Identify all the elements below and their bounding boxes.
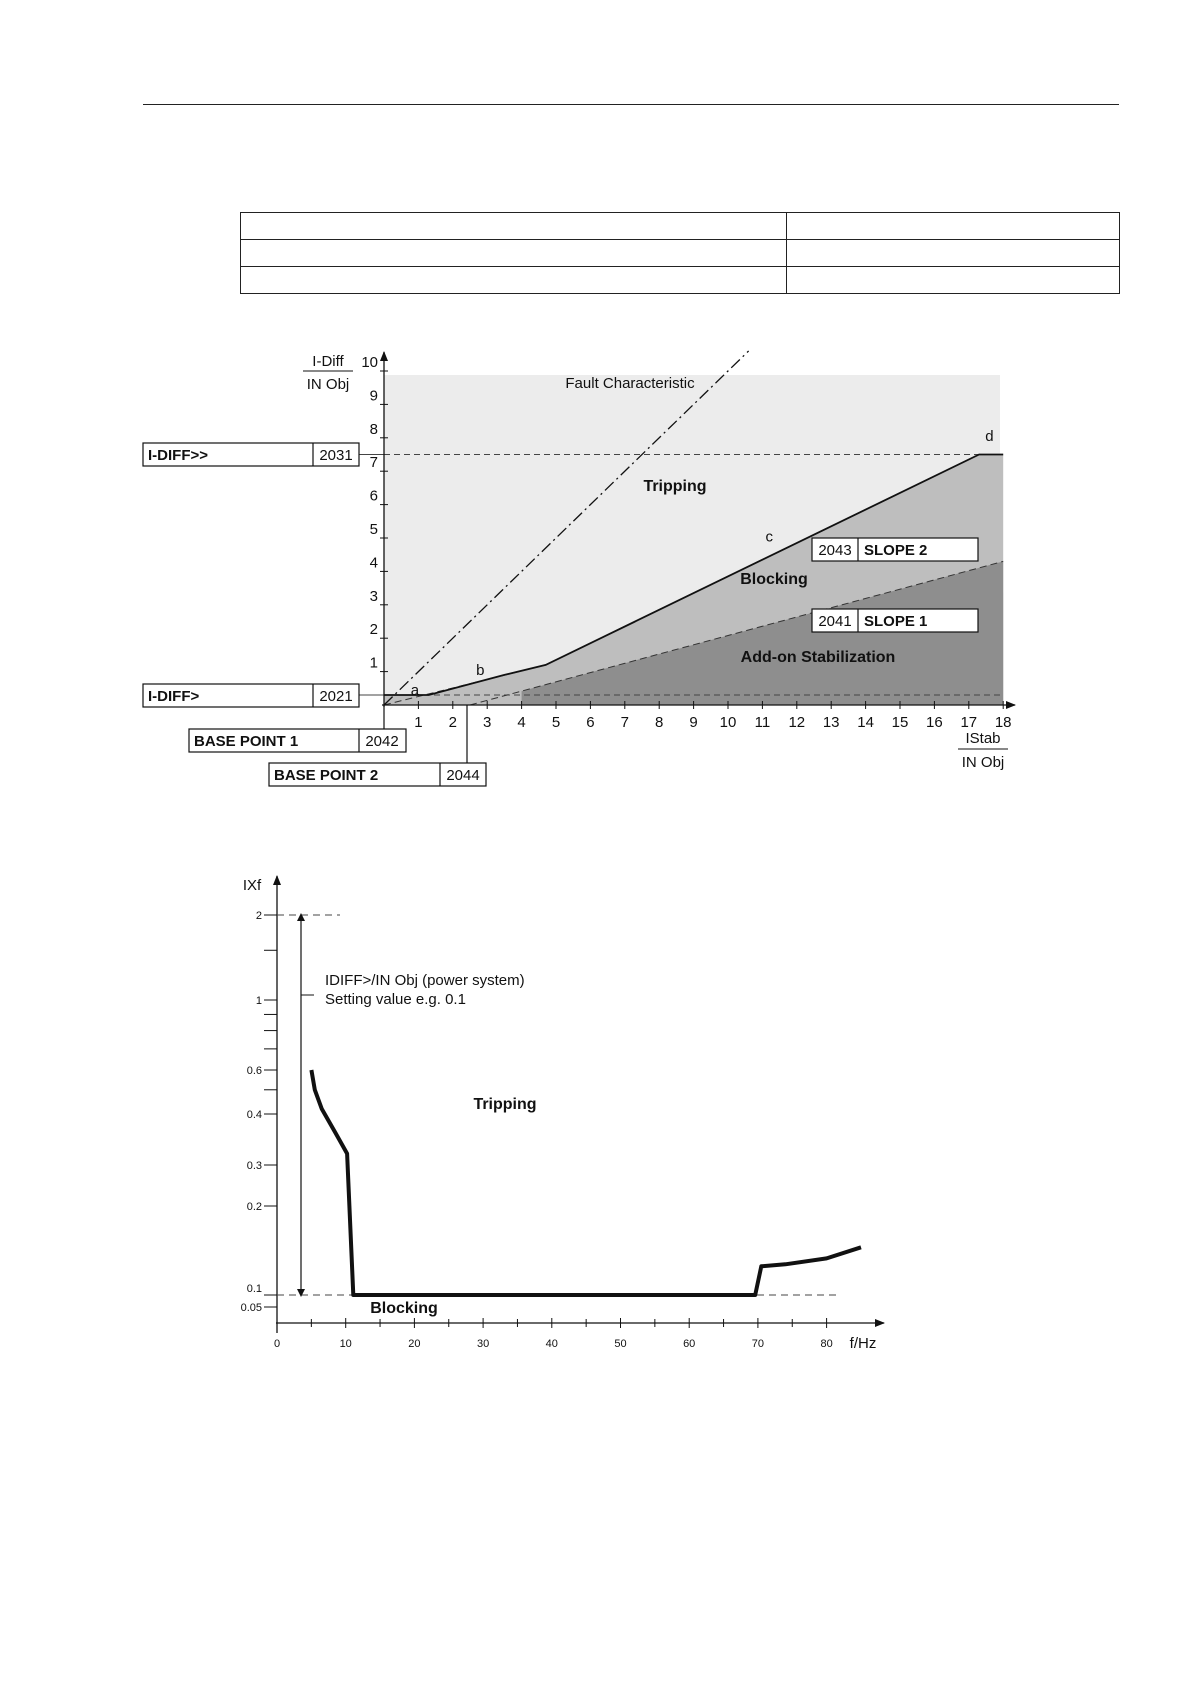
x-tick-label: 10 <box>339 1338 352 1350</box>
x-tick-label: 20 <box>408 1338 421 1350</box>
svg-text:SLOPE 1: SLOPE 1 <box>864 613 928 630</box>
y-tick-label: 0.3 <box>246 1160 262 1172</box>
y-axis-label-denominator: IN Obj <box>306 376 350 393</box>
x-tick-label: 18 <box>994 714 1012 731</box>
region-label-tripping: Tripping <box>643 478 707 495</box>
x-tick-label: 8 <box>655 714 664 731</box>
y-tick-label: 9 <box>369 387 378 405</box>
y-tick-label: 0.2 <box>246 1201 262 1213</box>
x-tick-label: 4 <box>517 714 526 731</box>
slope-2-parameter-box <box>812 538 978 561</box>
y-tick-label: 5 <box>369 521 378 538</box>
inrush-characteristic-curve <box>311 1070 861 1295</box>
x-tick-label: 11 <box>754 714 771 731</box>
inrush-frequency-chart <box>241 876 884 1352</box>
point-label-c: c <box>765 528 774 546</box>
x-tick-label: 0 <box>273 1338 281 1350</box>
x-tick-label: 2 <box>448 714 457 731</box>
point-label-a: a <box>410 681 420 699</box>
x-tick-label: 50 <box>614 1338 627 1350</box>
slope-1-parameter-box <box>812 609 978 632</box>
y-tick-label: 10 <box>361 354 378 371</box>
x-tick-label: 7 <box>620 714 629 731</box>
setting-annotation-line-2: Setting value e.g. 0.1 <box>325 991 466 1008</box>
svg-text:2031: 2031 <box>319 447 353 464</box>
y-axis-label: IXf <box>242 877 262 894</box>
region-label-blocking: Blocking <box>740 571 808 588</box>
y-tick-label: 3 <box>369 587 378 605</box>
x-axis-label-denominator: IN Obj <box>961 754 1005 771</box>
svg-text:2021: 2021 <box>319 688 353 705</box>
x-tick-label: 14 <box>857 714 874 731</box>
x-tick-label: 5 <box>551 714 561 731</box>
point-label-b: b <box>476 661 485 679</box>
x-tick-label: 13 <box>822 714 840 731</box>
x-tick-label: 17 <box>960 714 978 731</box>
y-tick-label: 1 <box>369 654 378 672</box>
fault-characteristic-label: Fault Characteristic <box>565 375 695 392</box>
point-label-d: d <box>985 428 994 446</box>
x-axis-label: f/Hz <box>849 1335 877 1352</box>
region-label-add-on-stabilization: Add-on Stabilization <box>740 649 896 666</box>
svg-text:2041: 2041 <box>818 613 852 630</box>
x-tick-label: 40 <box>545 1338 558 1350</box>
x-tick-label: 80 <box>820 1338 833 1350</box>
region-label-blocking: Blocking <box>370 1300 438 1317</box>
x-tick-label: 9 <box>689 714 698 731</box>
svg-text:BASE POINT 1: BASE POINT 1 <box>194 733 299 750</box>
region-label-tripping: Tripping <box>473 1096 537 1113</box>
y-tick-label: 0.4 <box>246 1109 262 1121</box>
svg-text:2044: 2044 <box>446 767 480 784</box>
x-tick-label: 60 <box>683 1338 696 1350</box>
y-tick-label: 6 <box>369 487 378 505</box>
svg-text:I-DIFF>: I-DIFF> <box>148 688 200 705</box>
idiff-low-parameter-box <box>143 684 359 707</box>
svg-text:SLOPE 2: SLOPE 2 <box>864 542 928 559</box>
svg-text:2043: 2043 <box>818 542 852 559</box>
y-tick-label: 2 <box>255 910 262 922</box>
y-tick-label: 0.05 <box>240 1302 262 1314</box>
x-tick-label: 15 <box>891 714 909 731</box>
x-tick-label: 1 <box>414 714 423 731</box>
y-tick-label: 1 <box>255 995 262 1007</box>
y-tick-label: 0.6 <box>246 1065 262 1077</box>
x-tick-label: 6 <box>586 714 595 731</box>
base-point-1-parameter-box <box>189 705 406 752</box>
y-tick-label: 4 <box>369 554 378 572</box>
x-tick-label: 16 <box>926 714 943 731</box>
svg-text:I-DIFF>>: I-DIFF>> <box>148 447 209 464</box>
y-tick-label: 0.1 <box>246 1283 262 1295</box>
x-tick-label: 30 <box>476 1338 490 1350</box>
y-tick-label: 8 <box>369 420 378 438</box>
x-tick-label: 3 <box>483 714 492 731</box>
svg-text:2042: 2042 <box>365 733 399 750</box>
idiff-high-parameter-box <box>143 443 359 466</box>
setting-annotation-line-1: IDIFF>/IN Obj (power system) <box>325 972 525 989</box>
x-tick-label: 10 <box>719 714 737 731</box>
svg-text:BASE POINT 2: BASE POINT 2 <box>274 767 379 784</box>
x-tick-label: 12 <box>788 714 806 731</box>
differential-characteristic-chart <box>143 351 1015 786</box>
y-tick-label: 2 <box>369 621 378 639</box>
x-axis-label-numerator: IStab <box>965 730 1001 747</box>
x-tick-label: 70 <box>751 1338 765 1350</box>
y-axis-label-numerator: I-Diff <box>312 353 344 370</box>
y-tick-label: 7 <box>369 454 378 472</box>
